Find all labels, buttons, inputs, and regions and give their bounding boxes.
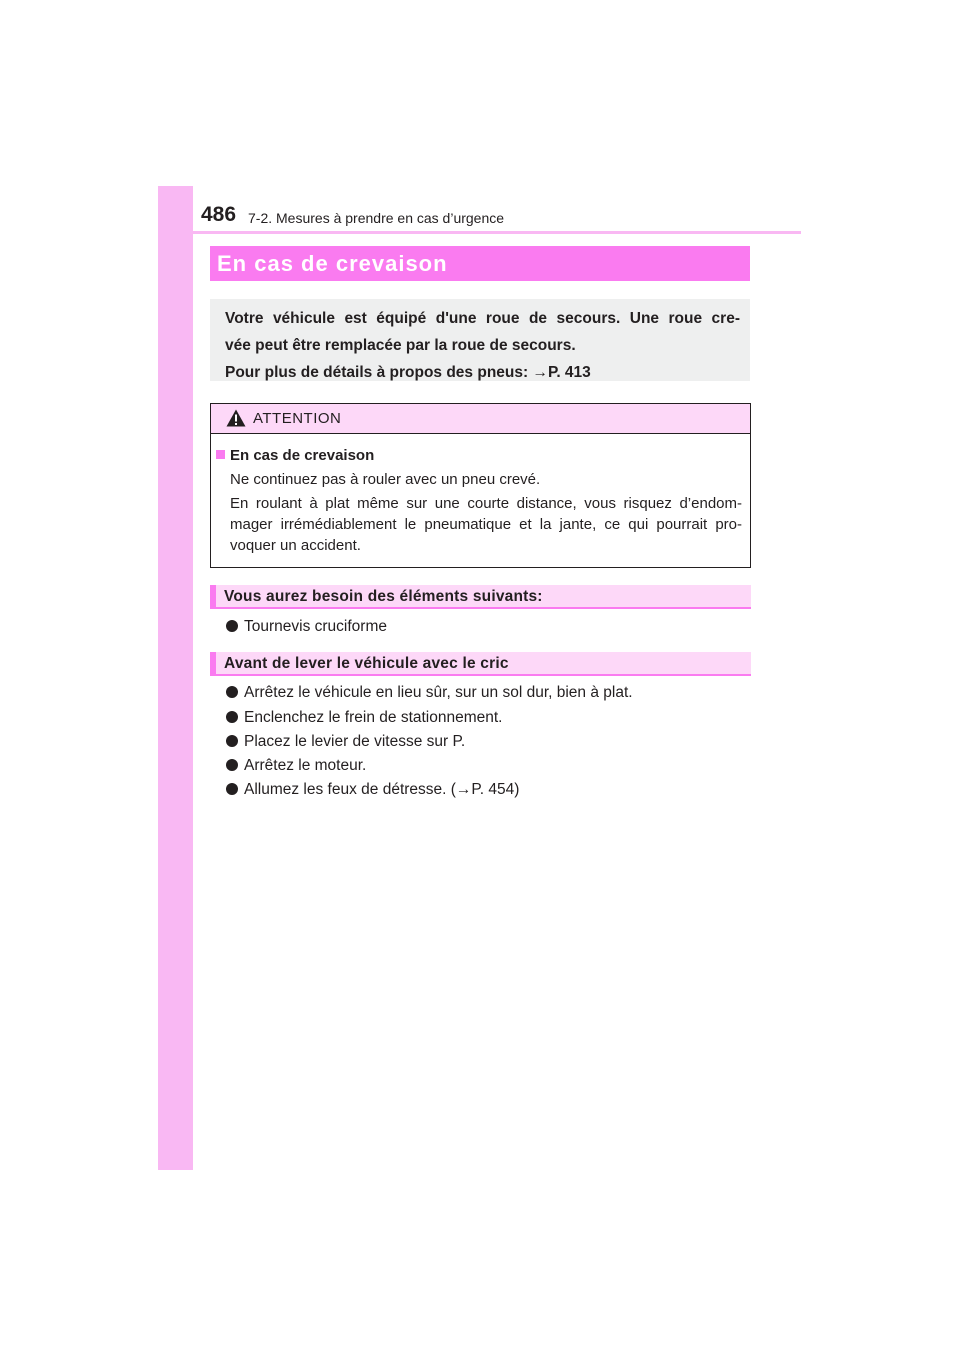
list-item-text: Arrêtez le véhicule en lieu sûr, sur un sol dur, bien à plat. xyxy=(244,684,633,701)
warning-subtitle: En cas de crevaison xyxy=(230,447,375,464)
bullet-icon xyxy=(226,759,238,771)
bullet-icon xyxy=(226,783,238,795)
warning-header xyxy=(211,404,750,434)
intro-line: Votre véhicule est équipé d'une roue de secours. Une roue cre- xyxy=(225,310,740,327)
section-title: Vous aurez besoin des éléments suivants: xyxy=(224,588,543,605)
list-item xyxy=(226,733,465,751)
section-heading-before-jacking xyxy=(210,652,751,676)
warning-triangle-icon xyxy=(226,409,246,432)
bullet-icon xyxy=(226,735,238,747)
chapter-sidebar-tab xyxy=(158,186,193,1170)
warning-paragraph: En roulant à plat même sur une courte distance, vous risquez d’endom-mager irrémédiablement le pneumatique et la jante, ce qui pourrait pro-voquer un accident. xyxy=(230,495,742,554)
section-title: Avant de lever le véhicule avec le cric xyxy=(224,655,509,672)
section-heading-tools xyxy=(210,585,751,609)
warning-label: ATTENTION xyxy=(253,410,342,427)
bullet-icon xyxy=(226,711,238,723)
chapter-heading: 7-2. Mesures à prendre en cas d’urgence xyxy=(248,210,505,226)
warning-text: Ne continuez pas à rouler avec un pneu crevé. xyxy=(230,471,541,488)
page-title: En cas de crevaison xyxy=(217,251,448,276)
intro-line: vée peut être remplacée par la roue de secours. xyxy=(225,337,576,354)
list-item xyxy=(226,757,366,775)
warning-box xyxy=(210,403,751,568)
intro-box xyxy=(210,299,750,381)
list-item-text: Enclenchez le frein de stationnement. xyxy=(244,709,503,726)
page-number: 486 xyxy=(201,203,237,226)
list-item-text: Placez le levier de vitesse sur P. xyxy=(244,733,466,750)
bullet-icon xyxy=(226,620,238,632)
list-item xyxy=(226,781,519,799)
list-item xyxy=(226,709,503,727)
list-item xyxy=(226,684,633,702)
square-bullet-icon xyxy=(216,450,225,459)
intro-reference: Pour plus de détails à propos des pneus: →P. 413 xyxy=(225,364,591,381)
list-item-text: Allumez les feux de détresse. (→P. 454) xyxy=(244,781,520,798)
title-bar xyxy=(210,246,750,281)
list-item xyxy=(226,618,387,636)
bullet-icon xyxy=(226,686,238,698)
list-item-text: Tournevis cruciforme xyxy=(244,618,387,635)
list-item-text: Arrêtez le moteur. xyxy=(244,757,367,774)
header-rule xyxy=(158,231,801,234)
